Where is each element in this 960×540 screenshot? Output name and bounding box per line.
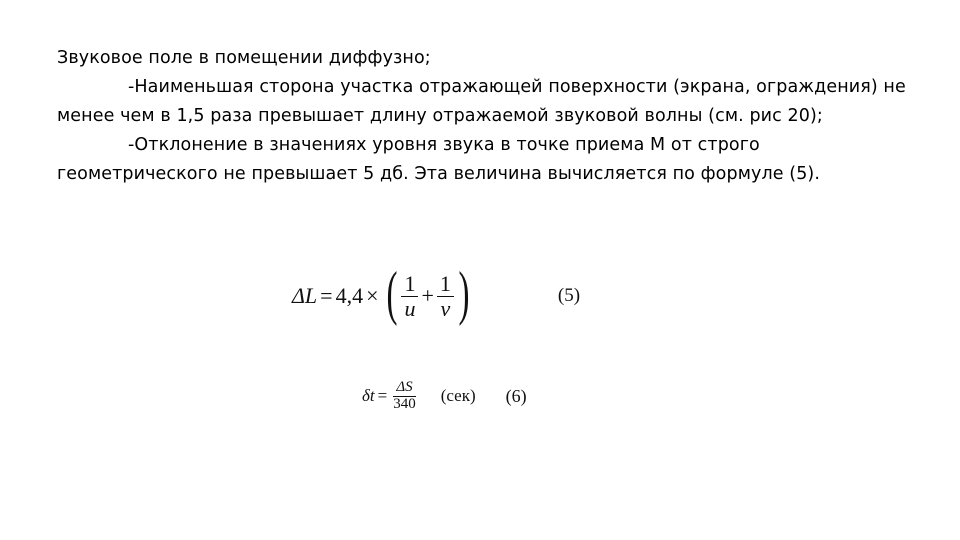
text-paragraph-level-deviation: -Отклонение в значениях уровня звука в точке приема М от строго геометрического не превышает 5 дб. Эта величина вычисляется по формуле (5). xyxy=(57,135,821,184)
formula-6-lhs: δt xyxy=(362,386,375,405)
formula-5-plus: + xyxy=(421,283,434,308)
formula-5-close-paren: ) xyxy=(458,260,470,326)
formula-5-fraction-v xyxy=(437,272,454,319)
formula-5-coefficient: 4,4 xyxy=(335,283,364,308)
formula-6 xyxy=(362,373,527,419)
text-line-diffuse-field: Звуковое поле в помещении диффузно; xyxy=(57,48,431,68)
slide-body-text xyxy=(57,44,917,189)
formula-5-fraction-u-numerator: 1 xyxy=(401,272,418,296)
formula-6-fraction-denominator: 340 xyxy=(393,395,416,412)
formula-5-fraction-v-denominator: v xyxy=(440,295,451,321)
text-paragraph-reflecting-surface: -Наименьшая сторона участка отражающей поверхности (экрана, ограждения) не менее чем в 1,5 раза превышает длину отражаемой звуковой волны (см. рис 20); xyxy=(57,77,906,126)
formula-5 xyxy=(292,260,581,328)
formula-5-number: (5) xyxy=(557,285,581,306)
formula-5-open-paren: ( xyxy=(385,260,397,326)
formula-5-lhs: ΔL xyxy=(292,283,318,308)
formula-5-fraction-v-numerator: 1 xyxy=(437,272,454,296)
formula-6-fraction-numerator: ΔS xyxy=(393,380,415,397)
formula-5-times: × xyxy=(366,283,379,308)
formula-6-fraction xyxy=(390,380,419,413)
formula-5-fraction-u xyxy=(401,272,418,319)
formula-5-equals: = xyxy=(320,283,333,308)
formula-6-number: (6) xyxy=(505,385,527,406)
formula-6-equals: = xyxy=(377,386,388,405)
formula-5-fraction-u-denominator: u xyxy=(404,295,416,321)
formula-6-unit: (сек) xyxy=(440,386,476,405)
